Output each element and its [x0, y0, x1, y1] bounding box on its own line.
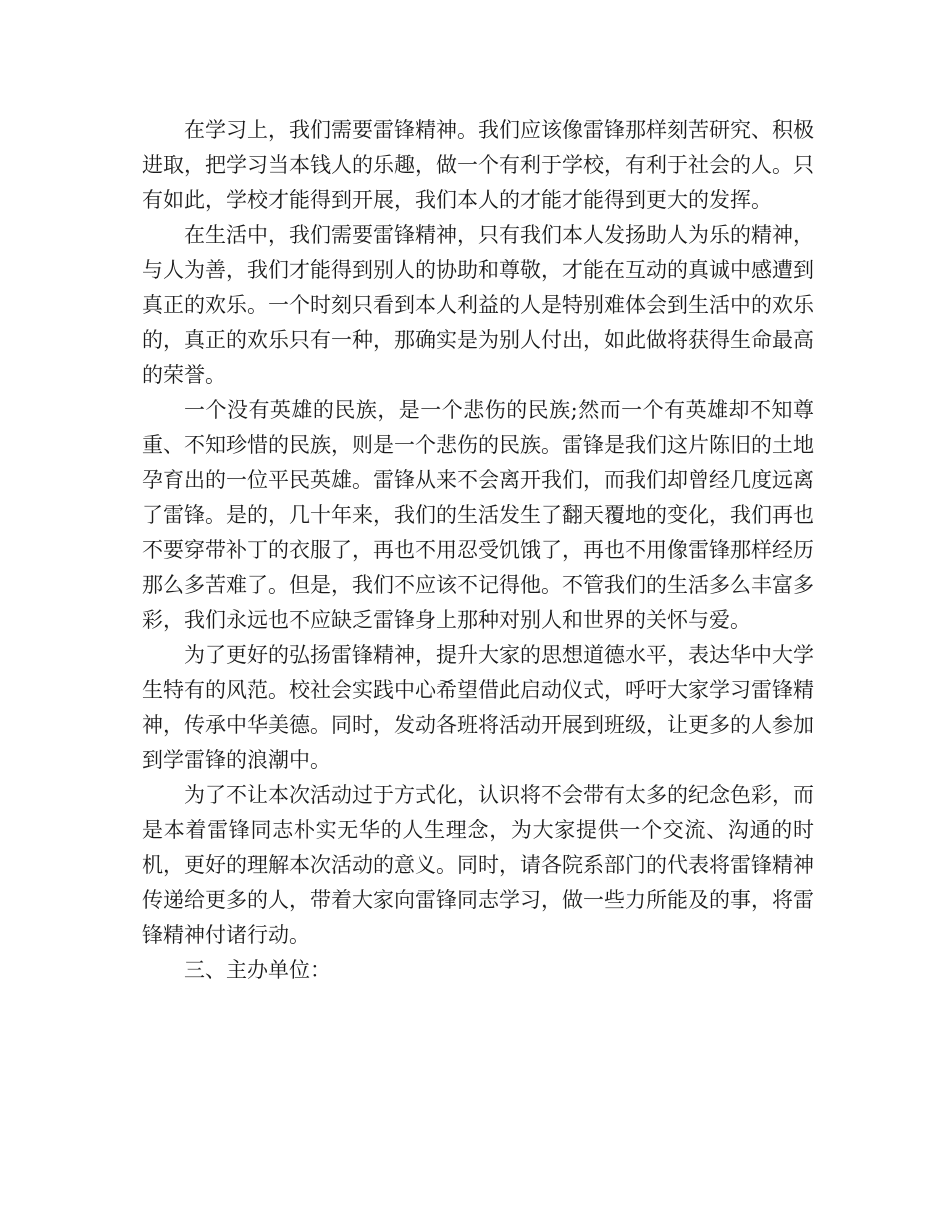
paragraph-study: 在学习上，我们需要雷锋精神。我们应该像雷锋那样刻苦研究、积极进取，把学习当本钱人的乐趣，做一个有利于学校，有利于社会的人。只有如此，学校才能得到开展，我们本人的才能才能得到更大的发挥。 [142, 118, 814, 212]
section-heading-organizer: 三、主办单位： [184, 958, 331, 982]
paragraph-hero-nation: 一个没有英雄的民族，是一个悲伤的民族;然而一个有英雄却不知尊重、不知珍惜的民族，则是一个悲伤的民族。雷锋是我们这片陈旧的土地孕育出的一位平民英雄。雷锋从来不会离开我们，而我们却曾经几度远离了雷锋。是的，几十年来，我们的生活发生了翻天覆地的变化，我们再也不要穿带补丁的衣服了，再也不用忍受饥饿了，再也不用像雷锋那样经历那么多苦难了。但是，我们不应该不记得他。不管我们的生活多么丰富多彩，我们永远也不应缺乏雷锋身上那种对别人和世界的关怀与爱。 [142, 398, 814, 632]
document-page [142, 113, 814, 988]
paragraph-promote-spirit: 为了更好的弘扬雷锋精神，提升大家的思想道德水平，表达华中大学生特有的风范。校社会实践中心希望借此启动仪式，呼吁大家学习雷锋精神，传承中华美德。同时，发动各班将活动开展到班级，让更多的人参加到学雷锋的浪潮中。 [142, 643, 814, 772]
paragraph-life: 在生活中，我们需要雷锋精神，只有我们本人发扬助人为乐的精神，与人为善，我们才能得到别人的协助和尊敬，才能在互动的真诚中感遭到真正的欢乐。一个时刻只看到本人利益的人是特别难体会到生活中的欢乐的，真正的欢乐只有一种，那确实是为别人付出，如此做将获得生命最高的荣誉。 [142, 223, 814, 387]
paragraph-activity-purpose: 为了不让本次活动过于方式化，认识将不会带有太多的纪念色彩，而是本着雷锋同志朴实无华的人生理念，为大家提供一个交流、沟通的时机，更好的理解本次活动的意义。同时，请各院系部门的代表将雷锋精神传递给更多的人，带着大家向雷锋同志学习，做一些力所能及的事，将雷锋精神付诸行动。 [142, 783, 814, 947]
